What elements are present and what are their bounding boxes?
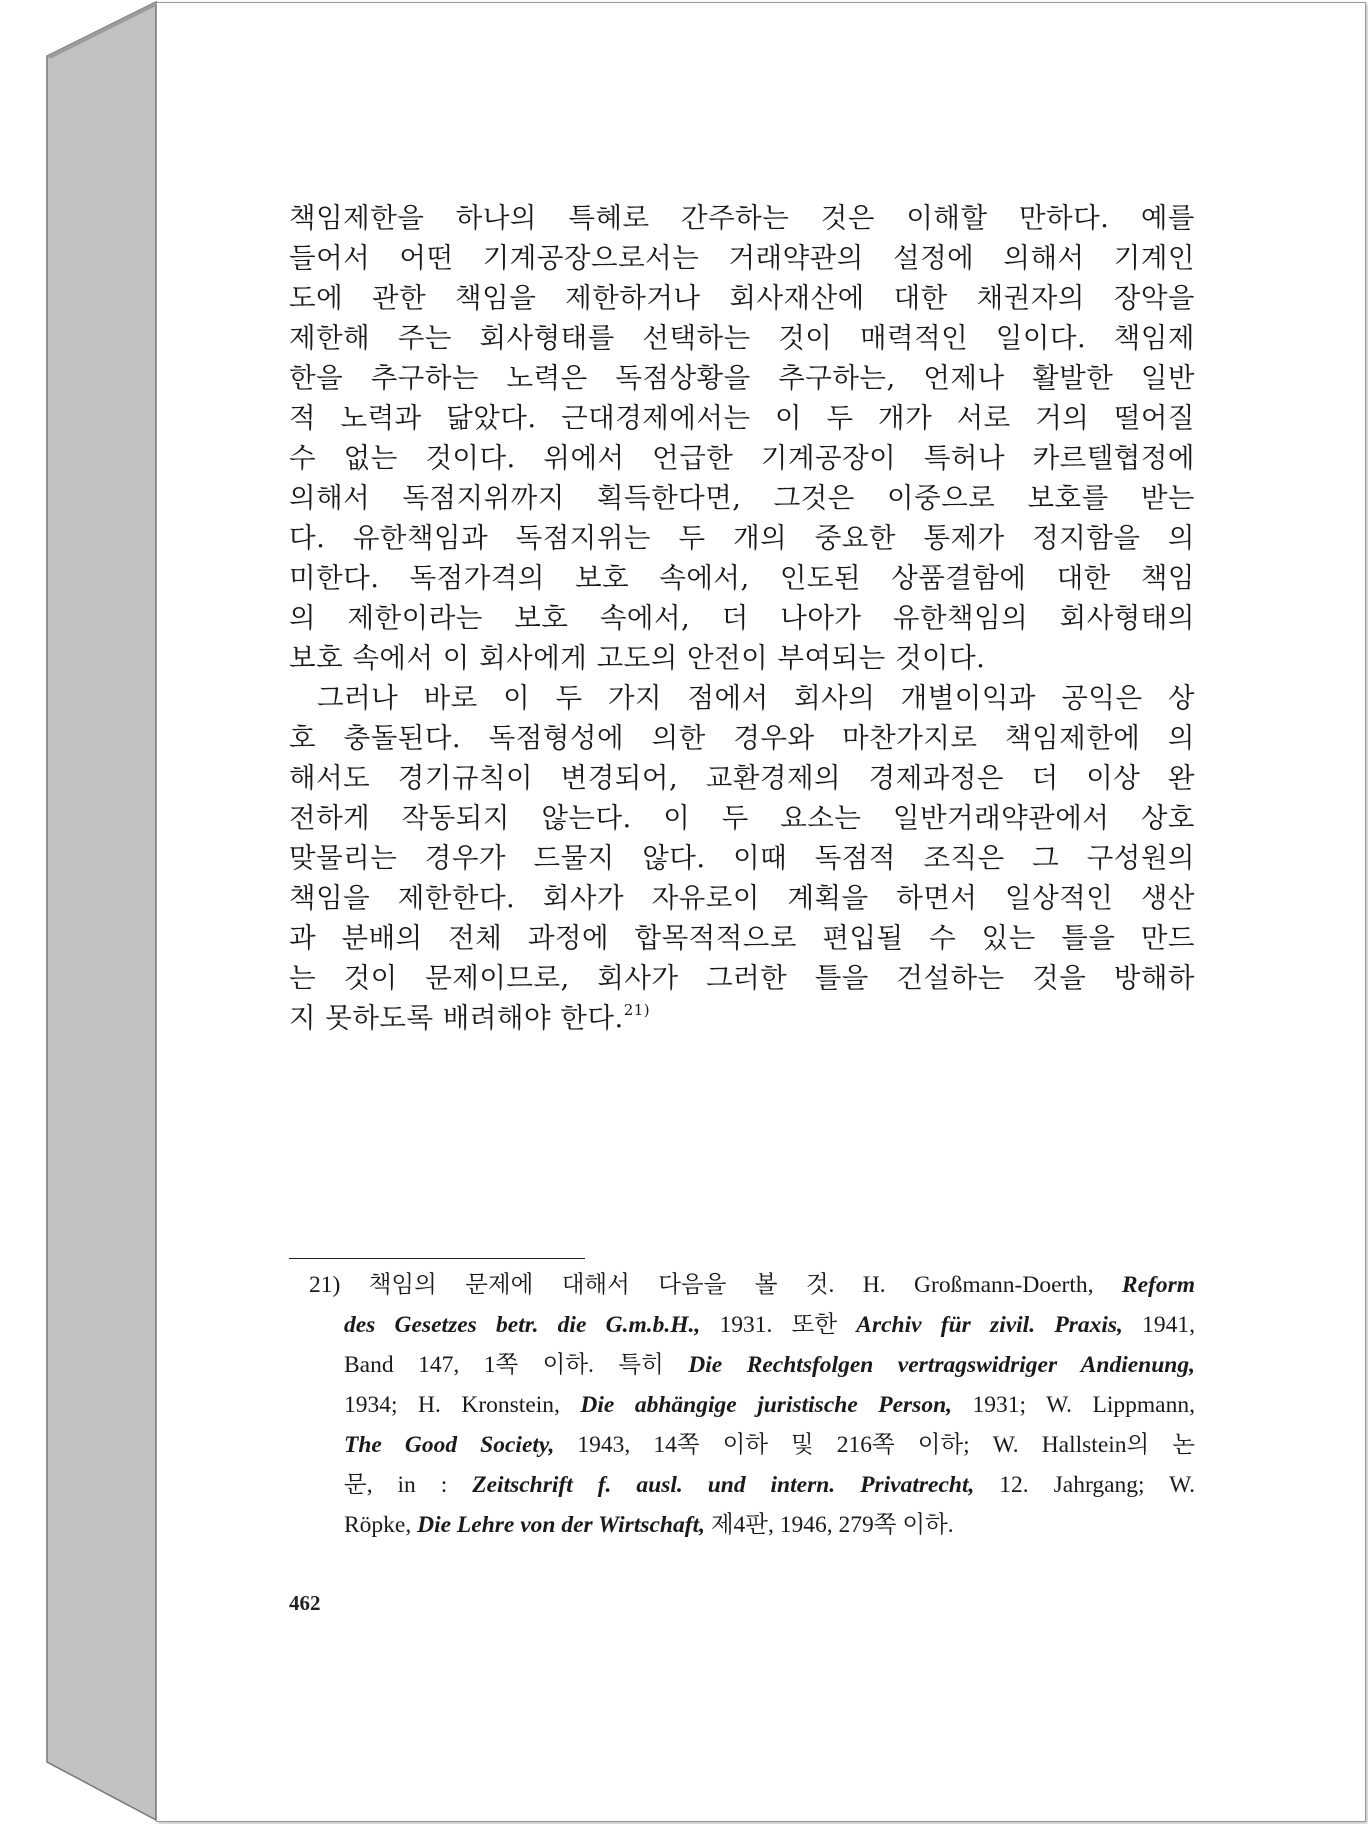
text-line: 호 충돌된다. 독점형성에 의한 경우와 마찬가지로 책임제한에 의 <box>289 722 1195 754</box>
text-line-content: 지 못하도록 배려해야 한다. <box>289 1002 624 1034</box>
footnote-reference: 21) <box>623 1001 651 1019</box>
footnote-title: des Gesetzes betr. die G.m.b.H., <box>344 1312 701 1338</box>
footnote-title: Die abhängige juristische Person, <box>580 1392 953 1418</box>
text-line: 수 없는 것이다. 위에서 언급한 기계공장이 특허나 카르텔협정에 <box>289 442 1195 474</box>
text-line: 전하게 작동되지 않는다. 이 두 요소는 일반거래약관에서 상호 <box>289 802 1195 834</box>
text-line: 는 것이 문제이므로, 회사가 그러한 틀을 건설하는 것을 방해하 <box>289 962 1195 994</box>
footnote-title: Die Rechtsfolgen vertragswidriger Andienung, <box>688 1352 1195 1378</box>
text-line: 다. 유한책임과 독점지위는 두 개의 중요한 통제가 정지함을 의 <box>289 522 1195 554</box>
footnote-text: 1943, 14쪽 이하 및 216쪽 이하; W. Hallstein의 논 <box>554 1432 1195 1458</box>
text-line <box>289 998 1195 1038</box>
footnote-text: 12. Jahrgang; W. <box>974 1472 1195 1498</box>
text-line: 제한해 주는 회사형태를 선택하는 것이 매력적인 일이다. 책임제 <box>289 322 1195 354</box>
text-line: 맞물리는 경우가 드물지 않다. 이때 독점적 조직은 그 구성원의 <box>289 842 1195 874</box>
footnote-text: 문, in : <box>344 1472 473 1498</box>
text-line: 한을 추구하는 노력은 독점상황을 추구하는, 언제나 활발한 일반 <box>289 362 1195 394</box>
text-line: 의 제한이라는 보호 속에서, 더 나아가 유한책임의 회사형태의 <box>289 602 1195 634</box>
book-spine <box>0 0 160 1824</box>
footnote-line <box>309 1465 1195 1505</box>
footnote-line <box>309 1265 1195 1305</box>
text-line: 적 노력과 닮았다. 근대경제에서는 이 두 개가 서로 거의 떨어질 <box>289 402 1195 434</box>
text-line: 보호 속에서 이 회사에게 고도의 안전이 부여되는 것이다. <box>289 642 986 674</box>
footnote-title: Die Lehre von der Wirtschaft, <box>417 1512 705 1538</box>
footnote-title: Zeitschrift f. ausl. und intern. Privatrecht, <box>472 1472 975 1498</box>
body-text <box>289 198 1195 1038</box>
footnote-text: 1934; H. Kronstein, <box>344 1392 581 1418</box>
footnote-title: The Good Society, <box>344 1432 555 1458</box>
text-line: 그러나 바로 이 두 가지 점에서 회사의 개별이익과 공익은 상 <box>317 682 1195 714</box>
footnote-text: Röpke, <box>344 1512 418 1538</box>
footnote-text: 제4판, 1946, 279쪽 이하. <box>704 1512 954 1538</box>
footnote-text: 21) 책임의 문제에 대해서 다음을 볼 것. H. Großmann-Doerth, <box>309 1272 1122 1298</box>
text-line: 들어서 어떤 기계공장으로서는 거래약관의 설정에 의해서 기계인 <box>289 242 1195 274</box>
text-line: 해서도 경기규칙이 변경되어, 교환경제의 경제과정은 더 이상 완 <box>289 762 1195 794</box>
footnote-line <box>309 1505 1195 1545</box>
text-line: 미한다. 독점가격의 보호 속에서, 인도된 상품결함에 대한 책임 <box>289 562 1195 594</box>
footnote-title: Reform <box>1121 1272 1195 1298</box>
footnote-line <box>309 1305 1195 1345</box>
footnote-line <box>309 1345 1195 1385</box>
text-line: 의해서 독점지위까지 획득한다면, 그것은 이중으로 보호를 받는 <box>289 482 1195 514</box>
footnote-text: 1931; W. Lippmann, <box>952 1392 1195 1418</box>
text-line: 과 분배의 전체 과정에 합목적적으로 편입될 수 있는 틀을 만드 <box>289 922 1195 954</box>
text-line: 책임을 제한한다. 회사가 자유로이 계획을 하면서 일상적인 생산 <box>289 882 1195 914</box>
page-number: 462 <box>289 1591 321 1615</box>
footnote-line <box>309 1385 1195 1425</box>
text-line: 도에 관한 책임을 제한하거나 회사재산에 대한 채권자의 장악을 <box>289 282 1195 314</box>
footnote-text: Band 147, 1쪽 이하. 특히 <box>344 1352 689 1378</box>
book-page <box>156 2 1366 1822</box>
footnote <box>309 1265 1195 1545</box>
text-line: 책임제한을 하나의 특혜로 간주하는 것은 이해할 만하다. 예를 <box>289 202 1195 234</box>
footnote-title: Archiv für zivil. Praxis, <box>856 1312 1123 1338</box>
footnote-divider <box>289 1258 585 1259</box>
footnote-line <box>309 1425 1195 1465</box>
footnote-text: 1931. 또한 <box>700 1312 857 1338</box>
footnote-text: 1941, <box>1122 1312 1195 1338</box>
